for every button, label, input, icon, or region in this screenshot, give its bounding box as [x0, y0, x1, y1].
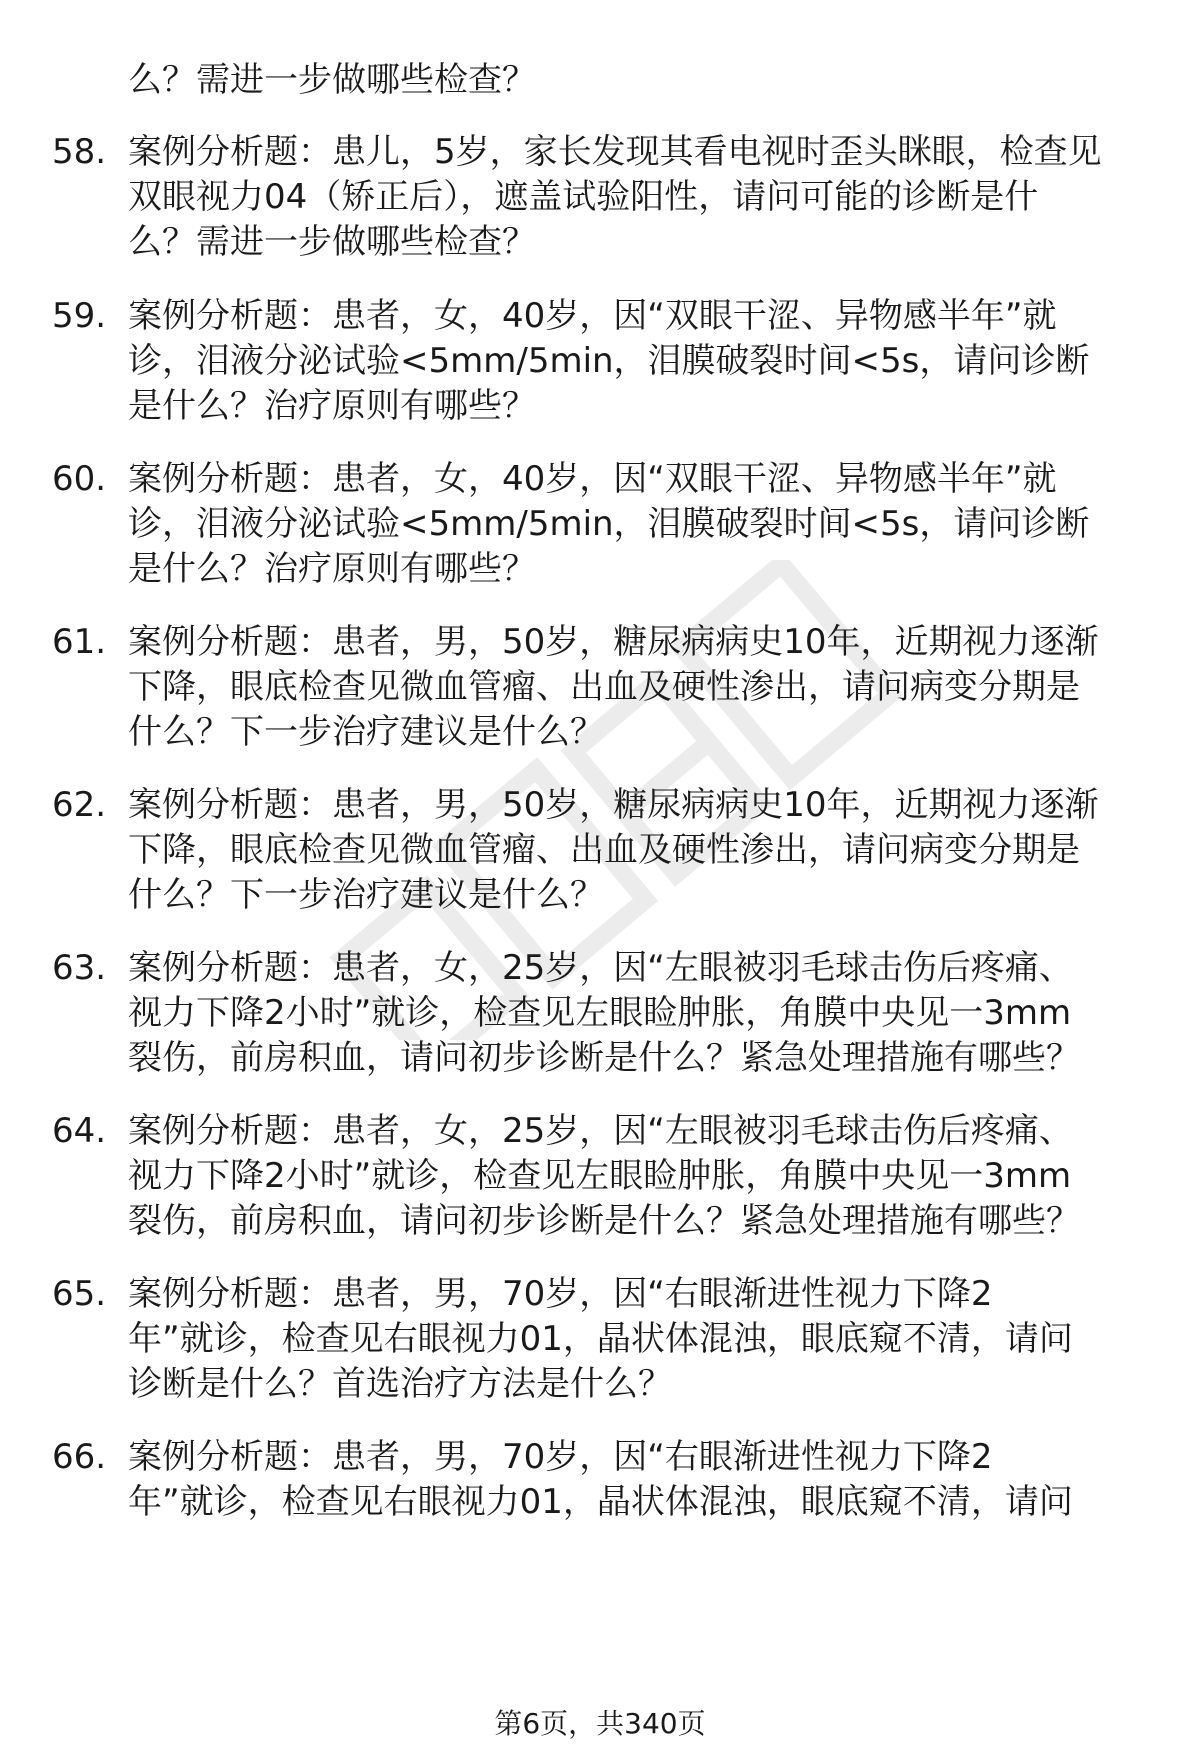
question-text-line: 案例分析题：患者，女，25岁，因“左眼被羽毛球击伤后疼痛、 [128, 948, 1073, 988]
question-text-line: 视力下降2小时”就诊，检查见左眼睑肿胀，角膜中央见一3mm [128, 1156, 1072, 1196]
question-text-line: 案例分析题：患者，男，50岁，糖尿病病史10年，近期视力逐渐 [128, 785, 1099, 825]
question-number: 61. [52, 622, 107, 662]
question-number: 62. [52, 785, 107, 825]
question-number: 59. [52, 296, 107, 336]
question-text-line: 案例分析题：患者，女，25岁，因“左眼被羽毛球击伤后疼痛、 [128, 1111, 1073, 1151]
question-text-line: 什么？下一步治疗建议是什么？ [128, 875, 604, 915]
question-number: 64. [52, 1111, 107, 1151]
question-text-line: 年”就诊，检查见右眼视力01，晶状体混浊，眼底窥不清，请问 [128, 1482, 1073, 1522]
question-number: 63. [52, 948, 107, 988]
question-text-line: 下降，眼底检查见微血管瘤、出血及硬性渗出，请问病变分期是 [128, 667, 1080, 707]
question-number: 60. [52, 459, 107, 499]
question-number: 66. [52, 1437, 107, 1477]
question-text-line: 双眼视力04（矫正后），遮盖试验阳性，请问可能的诊断是什 [128, 177, 1039, 217]
page-number-footer: 第6页，共340页 [494, 1707, 706, 1740]
question-text-line: 裂伤，前房积血，请问初步诊断是什么？紧急处理措施有哪些？ [128, 1038, 1080, 1078]
question-text-line: 案例分析题：患者，男，70岁，因“右眼渐进性视力下降2 [128, 1437, 993, 1477]
question-text-line: 是什么？治疗原则有哪些？ [128, 386, 536, 426]
question-number: 58. [52, 132, 107, 172]
question-text-line: 么？需进一步做哪些检查？ [128, 60, 536, 100]
question-text-line: 视力下降2小时”就诊，检查见左眼睑肿胀，角膜中央见一3mm [128, 993, 1072, 1033]
question-text-line: 什么？下一步治疗建议是什么？ [128, 712, 604, 752]
question-text-line: 案例分析题：患儿，5岁，家长发现其看电视时歪头眯眼，检查见 [128, 132, 1102, 172]
question-text-line: 是什么？治疗原则有哪些？ [128, 549, 536, 589]
question-text-line: 案例分析题：患者，女，40岁，因“双眼干涩、异物感半年”就 [128, 296, 1057, 336]
question-text-line: 诊，泪液分泌试验<5mm/5min，泪膜破裂时间<5s，请问诊断 [128, 341, 1090, 381]
question-text-line: 案例分析题：患者，男，70岁，因“右眼渐进性视力下降2 [128, 1274, 993, 1314]
question-number: 65. [52, 1274, 107, 1314]
question-text-line: 诊断是什么？首选治疗方法是什么？ [128, 1364, 672, 1404]
question-text-line: 年”就诊，检查见右眼视力01，晶状体混浊，眼底窥不清，请问 [128, 1319, 1073, 1359]
question-text-line: 诊，泪液分泌试验<5mm/5min，泪膜破裂时间<5s，请问诊断 [128, 504, 1090, 544]
question-text-line: 么？需进一步做哪些检查？ [128, 222, 536, 262]
question-text-line: 案例分析题：患者，男，50岁，糖尿病病史10年，近期视力逐渐 [128, 622, 1099, 662]
question-text-line: 裂伤，前房积血，请问初步诊断是什么？紧急处理措施有哪些？ [128, 1201, 1080, 1241]
question-text-line: 下降，眼底检查见微血管瘤、出血及硬性渗出，请问病变分期是 [128, 830, 1080, 870]
question-text-line: 案例分析题：患者，女，40岁，因“双眼干涩、异物感半年”就 [128, 459, 1057, 499]
